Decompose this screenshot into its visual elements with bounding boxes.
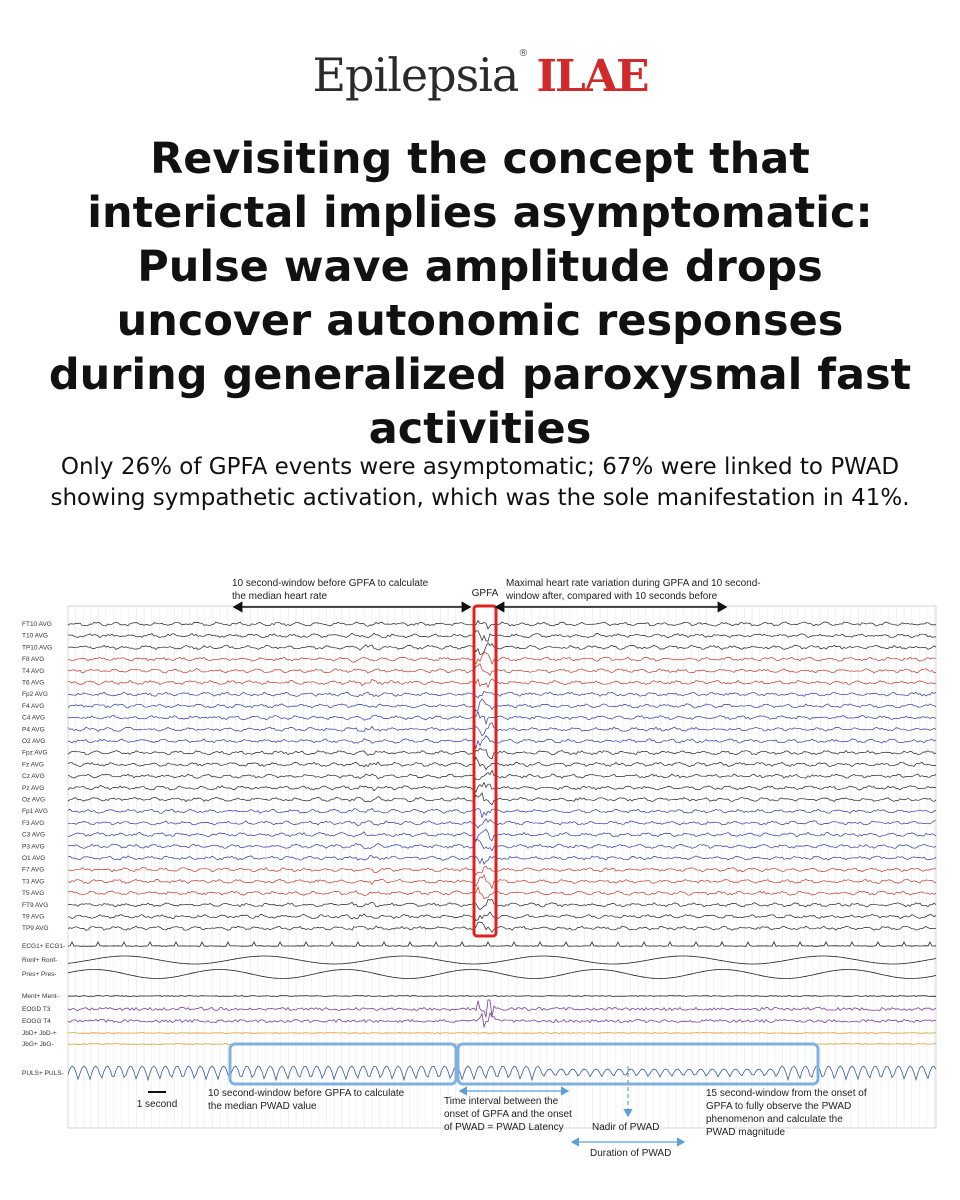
annotation-15s-window: 15 second-window from the onset of [706, 1088, 867, 1099]
channel-label: Oz AVG [22, 796, 45, 804]
eeg-trace [68, 653, 936, 664]
eeg-trace [68, 856, 936, 865]
eeg-trace [68, 819, 936, 828]
eeg-trace [68, 793, 936, 805]
channel-label: FT9 AVG [22, 901, 49, 909]
gpfa-label: GPFA [471, 588, 499, 599]
annotation-before-hr: 10 second-window before GPFA to calculate [232, 578, 429, 589]
polygraph-trace [68, 942, 936, 946]
polygraph-trace [68, 1033, 936, 1034]
polygraph-trace [68, 1066, 936, 1080]
eeg-trace [68, 621, 936, 629]
trademark-mark: ® [518, 48, 529, 59]
channel-label: T10 AVG [22, 632, 48, 640]
annotation-latency: Time interval between the [444, 1096, 559, 1107]
eeg-trace [68, 691, 936, 698]
channel-label: C3 AVG [22, 831, 46, 839]
polygraph-label: Ment+ Ment- [22, 993, 59, 1000]
eeg-trace [68, 912, 936, 921]
eeg-trace [68, 757, 936, 769]
polygraph-label: Ronf+ Ronf- [22, 957, 58, 964]
eeg-trace [68, 631, 936, 642]
annotation-15s-window: phenomenon and calculate the [706, 1114, 843, 1125]
polygraph-label: EOGD T3 [22, 1006, 51, 1013]
eeg-trace [68, 887, 936, 899]
channel-label: Fpz AVG [22, 749, 48, 757]
channel-label: TP9 AVG [22, 925, 49, 933]
annotation-before-hr: the median heart rate [232, 591, 328, 602]
annotation-pwad-median: the median PWAD value [208, 1101, 317, 1112]
channel-label: TP10 AVG [22, 644, 53, 652]
annotation-latency: onset of GPFA and the onset [444, 1109, 572, 1120]
channel-label: Fz AVG [22, 761, 44, 769]
channel-label: Pz AVG [22, 784, 45, 792]
annotation-after-hr: window after, compared with 10 seconds before [506, 591, 718, 602]
channel-label: T6 AVG [22, 679, 45, 687]
eeg-trace [68, 736, 936, 748]
polygraph-trace [68, 1013, 936, 1027]
annotation-pwad-median: 10 second-window before GPFA to calculate [208, 1088, 405, 1099]
channel-label: T5 AVG [22, 890, 45, 898]
channel-label: T9 AVG [22, 913, 45, 921]
annotation-after-hr: Maximal heart rate variation during GPFA and 10 second- [506, 578, 761, 589]
eeg-trace [68, 748, 936, 759]
polygraph-label: PULS+ PULS- [22, 1070, 64, 1077]
channel-label: P3 AVG [22, 843, 45, 851]
eeg-trace [68, 866, 936, 875]
polygraph-trace [68, 1000, 936, 1017]
annotation-nadir: Nadir of PWAD [592, 1122, 660, 1133]
eeg-trace [68, 922, 936, 932]
eeg-trace [68, 840, 936, 851]
polygraph-label: ECG1+ ECG1- [22, 943, 66, 950]
channel-label: FT10 AVG [22, 621, 52, 628]
eeg-trace [68, 712, 936, 724]
eeg-trace [68, 643, 936, 655]
channel-label: O1 AVG [22, 855, 46, 862]
channel-label: F3 AVG [22, 819, 45, 827]
eeg-trace [68, 829, 936, 841]
eeg-figure-svg [20, 576, 940, 1166]
eeg-trace [68, 664, 936, 676]
eeg-trace [68, 770, 936, 779]
eeg-trace [68, 783, 936, 793]
channel-label: Cz AVG [22, 773, 45, 781]
channel-label: F7 AVG [22, 866, 45, 874]
eeg-trace [68, 899, 936, 909]
polygraph-label: EOGG T4 [22, 1018, 51, 1025]
channel-label: C4 AVG [22, 714, 46, 722]
eeg-trace [68, 723, 936, 736]
annotation-15s-window: PWAD magnitude [706, 1127, 786, 1138]
channel-label: O2 AVG [22, 738, 46, 745]
polygraph-label: JbG+ JbG- [22, 1041, 54, 1048]
polygraph-label: JbD+ JbD-+ [22, 1030, 57, 1037]
annotation-15s-window: GPFA to fully observe the PWAD [706, 1101, 852, 1112]
journal-name: Epilepsia [312, 48, 519, 102]
eeg-trace [68, 699, 936, 711]
channel-label: Fp2 AVG [22, 691, 48, 699]
eeg-figure [20, 576, 940, 1166]
channel-label: P4 AVG [22, 726, 45, 734]
polygraph-label: Pres+ Pres- [22, 971, 57, 978]
article-title: Revisiting the concept that interictal implies asymptomatic: Pulse wave amplitude drops uncover autonomic responses during generalized paroxysmal fast activities [48, 134, 912, 454]
journal-logo [0, 48, 960, 102]
scale-bar-label: 1 second [136, 1099, 178, 1110]
channel-label: Fp1 AVG [22, 808, 48, 816]
channel-label: T3 AVG [22, 878, 45, 886]
trace-frame [68, 606, 936, 1128]
channel-label: T4 AVG [22, 667, 45, 675]
polygraph-trace [68, 996, 936, 997]
ilae-logo: ILAE [536, 51, 648, 102]
polygraph-trace [68, 956, 936, 964]
eeg-trace [68, 875, 936, 888]
annotation-latency: of PWAD = PWAD Latency [444, 1122, 564, 1133]
eeg-trace [68, 808, 936, 817]
channel-label: F8 AVG [22, 656, 45, 664]
polygraph-trace [68, 970, 936, 979]
channel-label: F4 AVG [22, 702, 45, 710]
article-summary: Only 26% of GPFA events were asymptomatic; 67% were linked to PWAD showing sympathetic activation, which was the sole manifestation in 41%. [50, 454, 910, 511]
annotation-duration: Duration of PWAD [590, 1148, 672, 1159]
eeg-trace [68, 679, 936, 688]
